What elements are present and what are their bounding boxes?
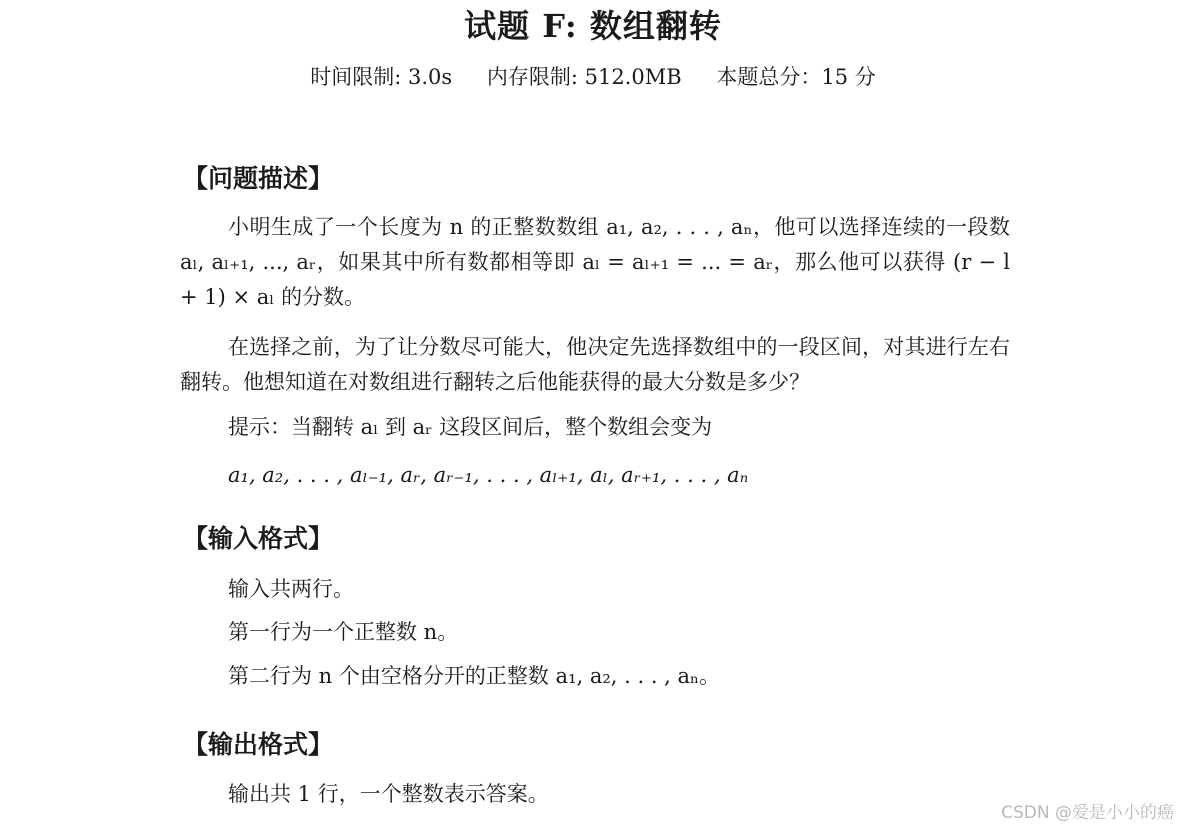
problem-title: 试题 F: 数组翻转 xyxy=(464,7,722,45)
section-heading-output: 【输出格式】 xyxy=(183,730,334,759)
time-limit: 时间限制: 3.0s xyxy=(310,65,453,89)
input-line-1: 输入共两行。 xyxy=(228,577,354,601)
total-score: 本题总分：15 分 xyxy=(716,65,876,89)
section-heading-description: 【问题描述】 xyxy=(183,164,334,193)
problem-meta xyxy=(0,62,1186,92)
input-line-2: 第一行为一个正整数 n。 xyxy=(228,620,459,644)
description-paragraph-1: 小明生成了一个长度为 n 的正整数数组 a₁, a₂, . . . , aₙ，他可以选择连续的一段数 aₗ, aₗ₊₁, ..., aᵣ，如果其中所有数都相等即 aₗ = aₗ₊₁ = ... = aᵣ，那么他可以获得 (r − l + 1) × aₗ 的分数。 xyxy=(180,215,1010,309)
reversed-array-formula: a₁, a₂, . . . , aₗ₋₁, aᵣ, aᵣ₋₁, . . . , aₗ₊₁, aₗ, aᵣ₊₁, . . . , aₙ xyxy=(228,463,749,487)
output-line-1: 输出共 1 行，一个整数表示答案。 xyxy=(228,782,549,806)
description-hint: 提示：当翻转 aₗ 到 aᵣ 这段区间后，整个数组会变为 xyxy=(228,415,713,439)
input-line-3: 第二行为 n 个由空格分开的正整数 a₁, a₂, . . . , aₙ。 xyxy=(228,664,721,688)
memory-limit: 内存限制: 512.0MB xyxy=(486,65,682,89)
section-heading-input: 【输入格式】 xyxy=(183,524,334,553)
description-paragraph-2: 在选择之前，为了让分数尽可能大，他决定先选择数组中的一段区间，对其进行左右翻转。他想知道在对数组进行翻转之后他能获得的最大分数是多少？ xyxy=(180,335,1010,394)
csdn-watermark: CSDN @爱是小小的癌 xyxy=(1001,803,1174,823)
